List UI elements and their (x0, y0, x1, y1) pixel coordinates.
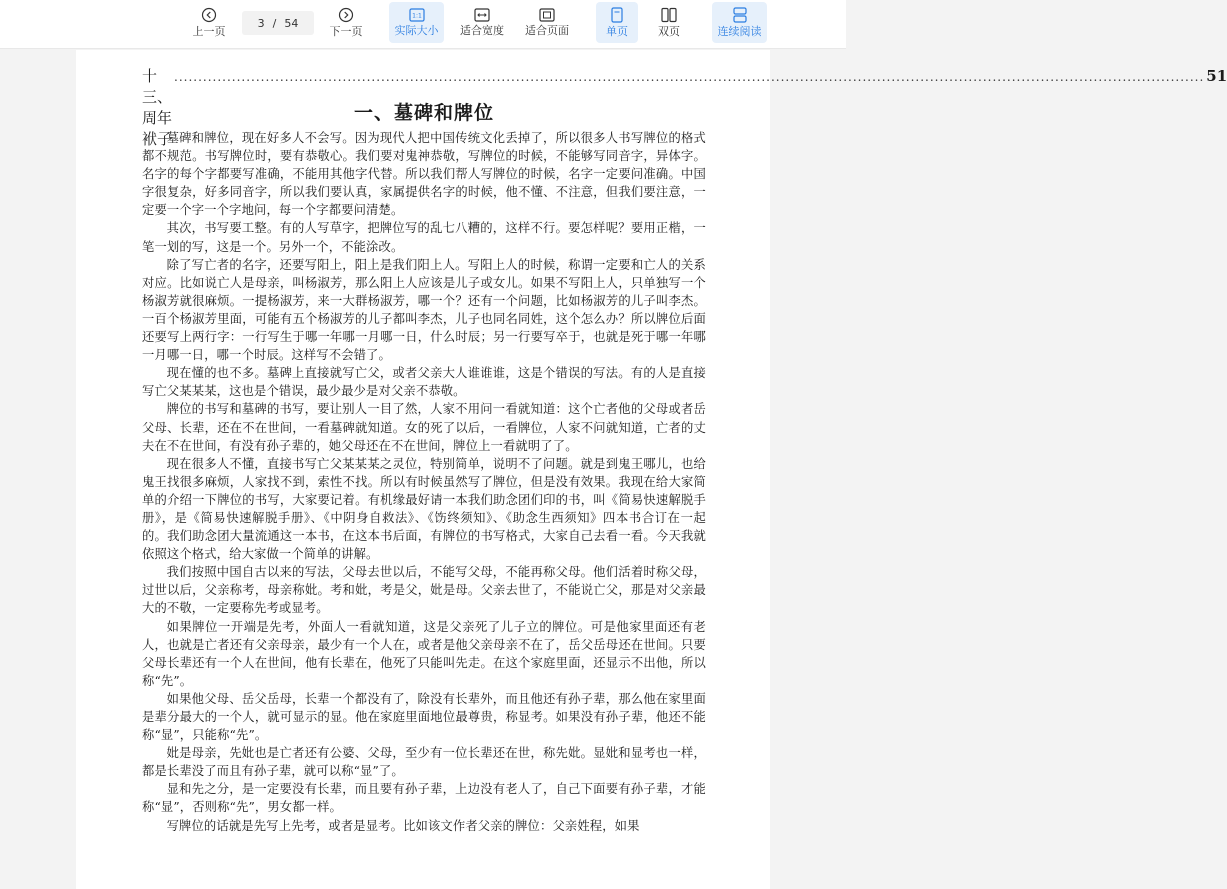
next-page-label: 下一页 (329, 25, 363, 38)
document-body (142, 129, 706, 835)
toc-entry-title: 十三、周年袱子 (142, 67, 173, 148)
paragraph: 如果他父母、岳父岳母，长辈一个都没有了，除没有长辈外，而且他还有孙子辈，那么他在家里面是辈分最大的一个人，就可显示的显。他在家庭里面地位最尊贵，称显考。如果没有孙子辈，他还不能称“显”，只能称“先”。 (142, 691, 706, 743)
page-indicator[interactable] (242, 11, 314, 35)
paragraph: 牌位的书写和墓碑的书写，要让别人一目了然，人家不用问一看就知道：这个亡者他的父母或者岳父母、长辈，还在不在世间，一看墓碑就知道。女的死了以后，一看牌位，人家不问就知道，亡者的丈夫在不在世间，有没有孙子辈的，她父母还在不在世间，牌位上一看就明了了。 (142, 402, 706, 453)
double-page-button[interactable] (648, 2, 690, 43)
paragraph: 墓碑和牌位，现在好多人不会写。因为现代人把中国传统文化丢掉了，所以很多人书写牌位的格式都不规范。书写牌位时，要有恭敬心。我们要对鬼神恭敬，写牌位的时候，不能够写同音字，异体字。名字的每个字都要写准确，不能用其他字代替。所以我们帮人写牌位的时候，名字一定要问准确。中国字很复杂，好多同音字，所以我们要认真，家属提供名字的时候，他不懂、不注意，但我们要注意，一定要一个字一个字地问，每一个字都要问清楚。 (142, 131, 706, 218)
fit-width-icon (474, 8, 490, 22)
fit-width-label: 适合宽度 (460, 24, 504, 37)
fit-page-label: 适合页面 (525, 24, 569, 37)
prev-page-button[interactable] (184, 2, 234, 43)
continuous-reading-label: 连续阅读 (717, 25, 762, 38)
single-page-icon (610, 7, 624, 23)
chevron-left-circle-icon (201, 7, 217, 23)
fit-width-button[interactable] (454, 2, 510, 43)
toc-entry-page-number: 51 (1206, 67, 1227, 85)
double-page-label: 双页 (658, 25, 680, 38)
paragraph: 如果牌位一开端是先考，外面人一看就知道，这是父亲死了儿子立的牌位。可是他家里面还有老人，也就是亡者还有父亲母亲，最少有一个人在，或者是他父亲母亲不在了，岳父岳母还在世间。只要父母长辈还有一个人在世间，他有长辈在，他死了只能叫先走。在这个家庭里面，还显示不出他，所以称“先”。 (142, 619, 706, 688)
continuous-reading-icon (732, 7, 748, 23)
paragraph: 其次，书写要工整。有的人写草字，把牌位写的乱七八糟的，这样不行。要怎样呢？要用正楷，一笔一划的写，这是一个。另外一个，不能涂改。 (142, 221, 706, 254)
chevron-right-circle-icon (338, 7, 354, 23)
paragraph: 我们按照中国自古以来的写法，父母去世以后，不能写父母，不能再称父母。他们活着时称父母，过世以后，父亲称考，母亲称妣。考和妣，考是父，妣是母。父亲去世了，不能说亡父，那是对父亲最大的不敬，一定要称先考或显考。 (142, 565, 706, 616)
total-pages: 54 (284, 16, 299, 30)
viewer-toolbar (0, 0, 846, 49)
actual-size-icon (409, 8, 425, 22)
actual-size-label: 实际大小 (394, 24, 439, 37)
page-separator: / (272, 16, 277, 30)
current-page-input[interactable]: 3 (257, 16, 265, 30)
paragraph: 妣是母亲，先妣也是亡者还有公婆、父母，至少有一位长辈还在世，称先妣。显妣和显考也一样，都是长辈没了而且有孙子辈，就可以称“显”了。 (142, 746, 706, 779)
toc-entry-leader-dots: ...................................................................................................................................................................................................................... (174, 70, 1205, 84)
actual-size-button[interactable] (389, 2, 444, 43)
prev-page-label: 上一页 (192, 25, 226, 38)
fit-page-icon (539, 8, 555, 22)
svg-text:1:1: 1:1 (411, 12, 422, 20)
section-heading: 一、墓碑和牌位 (353, 102, 494, 124)
paragraph: 现在很多人不懂，直接书写亡父某某某之灵位，特别简单，说明不了问题。就是到鬼王哪儿，也给鬼王找很多麻烦，人家找不到，索性不找。所以有时候虽然写了牌位，但是没有效果。我现在给大家简单的介绍一下牌位的书写，大家要记着。有机缘最好请一本我们助念团们印的书，叫《简易快速解脱手册》，是《简易快速解脱手册》、《中阴身自救法》、《饬终须知》、《助念生西须知》四本书合订在一起的。我们助念团大量流通这一本书，在这本书后面，有牌位的书写格式，大家自己去看一看。今天我就依照这个格式，给大家做一个简单的讲解。 (142, 456, 706, 562)
paragraph: 现在懂的也不多。墓碑上直接就写亡父，或者父亲大人谁谁谁，这是个错误的写法。有的人是直接写亡父某某某，这也是个错误，最少最少是对父亲不恭敬。 (142, 366, 706, 399)
next-page-button[interactable] (321, 2, 371, 43)
fit-page-button[interactable] (519, 2, 575, 43)
paragraph: 显和先之分，是一定要没有长辈，而且要有孙子辈，上边没有老人了，自己下面要有孙子辈，才能称“显”，否则称“先”，男女都一样。 (142, 782, 706, 815)
paragraph: 写牌位的话就是先写上先考，或者是显考。比如该文作者父亲的牌位：父亲姓程，如果 (166, 818, 640, 833)
single-page-label: 单页 (606, 25, 628, 38)
double-page-icon (661, 7, 677, 23)
continuous-reading-button[interactable] (712, 2, 767, 43)
single-page-button[interactable] (596, 2, 638, 43)
document-page (76, 50, 1227, 889)
paragraph: 除了写亡者的名字，还要写阳上，阳上是我们阳上人。写阳上人的时候，称谓一定要和亡人的关系对应。比如说亡人是母亲，叫杨淑芳，那么阳上人应该是儿子或女儿。如果不写阳上人，只单独写一个杨淑芳就很麻烦。一提杨淑芳，来一大群杨淑芳，哪一个？还有一个问题，比如杨淑芳的儿子叫李杰。一百个杨淑芳里面，可能有五个杨淑芳的儿子都叫李杰，儿子也同名同姓，这个怎么办？所以牌位后面还要写上两行字：一行写生于哪一年哪一月哪一日，什么时辰；另一行要写卒于，也就是死于哪一年哪一月哪一日，哪一个时辰。这样写不会错了。 (142, 257, 706, 363)
